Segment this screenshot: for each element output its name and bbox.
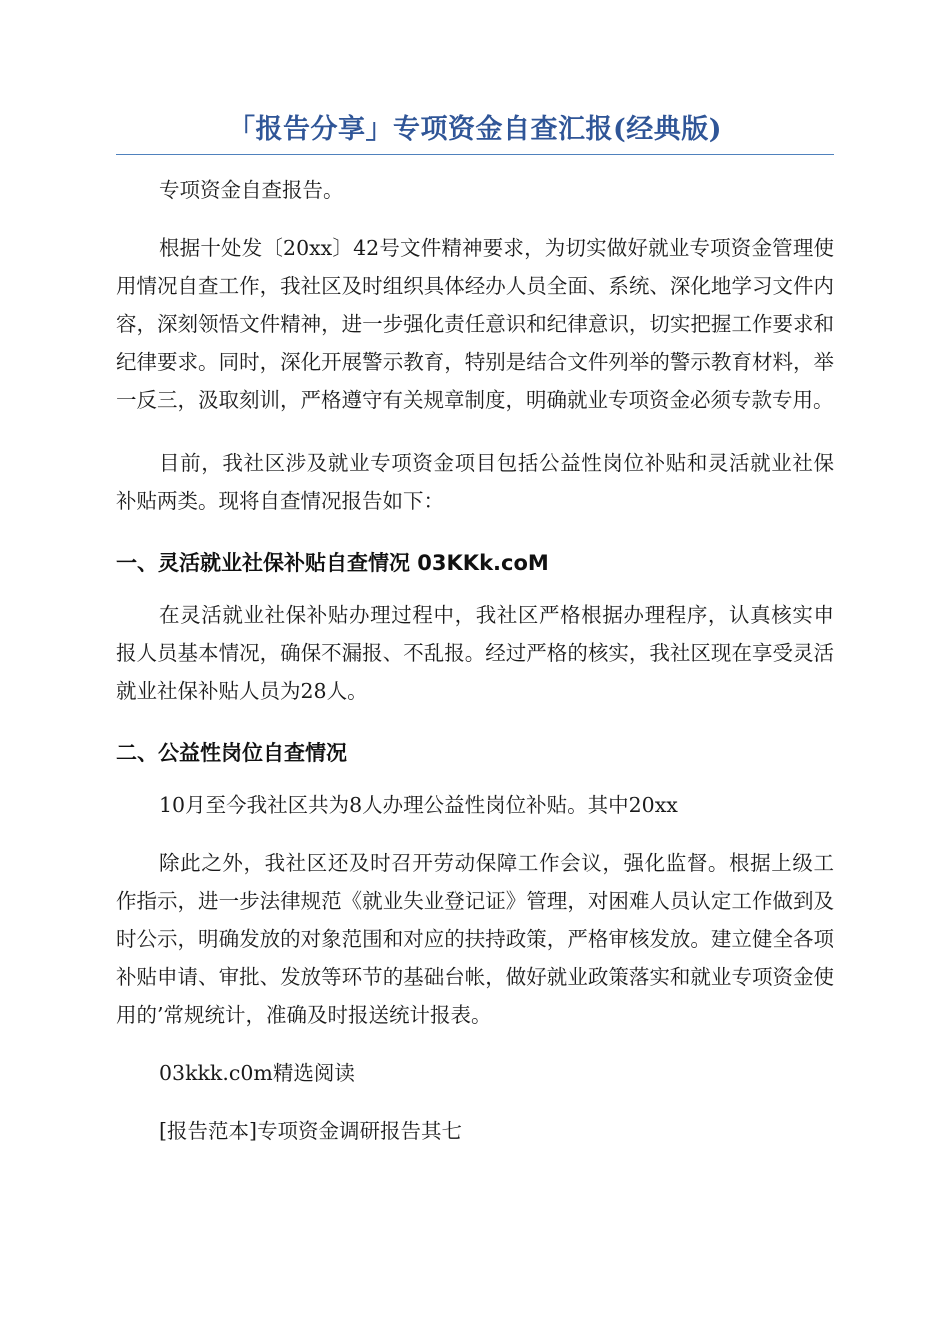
section-1-paragraph: 在灵活就业社保补贴办理过程中，我社区严格根据办理程序，认真核实申报人员基本情况，确保不漏报、不乱报。经过严格的核实，我社区现在享受灵活就业社保补贴人员为28人。: [116, 603, 834, 703]
section-2-paragraph-1: 10月至今我社区共为8人办理公益性岗位补贴。其中20xx: [159, 793, 678, 817]
intro-paragraph: 专项资金自查报告。: [159, 178, 344, 202]
related-article-title: [报告范本]专项资金调研报告其七: [159, 1119, 462, 1143]
body-paragraph-2: 目前，我社区涉及就业专项资金项目包括公益性岗位补贴和灵活就业社保补贴两类。现将自查情况报告如下：: [116, 451, 834, 513]
section-2-heading: 二、公益性岗位自查情况: [116, 741, 347, 765]
related-reading-label: 03kkk.c0m精选阅读: [159, 1061, 355, 1085]
section-1-heading: 一、灵活就业社保补贴自查情况 03KKk.coM: [116, 551, 549, 575]
document-title: 「报告分享」专项资金自查汇报(经典版): [116, 110, 834, 155]
section-2-paragraph-2: 除此之外，我社区还及时召开劳动保障工作会议，强化监督。根据上级工作指示，进一步法律规范《就业失业登记证》管理，对困难人员认定工作做到及时公示，明确发放的对象范围和对应的扶持政策，严格审核发放。建立健全各项补贴申请、审批、发放等环节的基础台帐，做好就业政策落实和就业专项资金使用的’常规统计，准确及时报送统计报表。: [116, 851, 834, 1027]
body-paragraph-1: 根据十处发〔20xx〕42号文件精神要求，为切实做好就业专项资金管理使用情况自查工作，我社区及时组织具体经办人员全面、系统、深化地学习文件内容，深刻领悟文件精神，进一步强化责任意识和纪律意识，切实把握工作要求和纪律要求。同时，深化开展警示教育，特别是结合文件列举的警示教育材料，举一反三，汲取刻训，严格遵守有关规章制度，明确就业专项资金必须专款专用。: [116, 236, 834, 412]
document-page: [116, 110, 834, 1150]
